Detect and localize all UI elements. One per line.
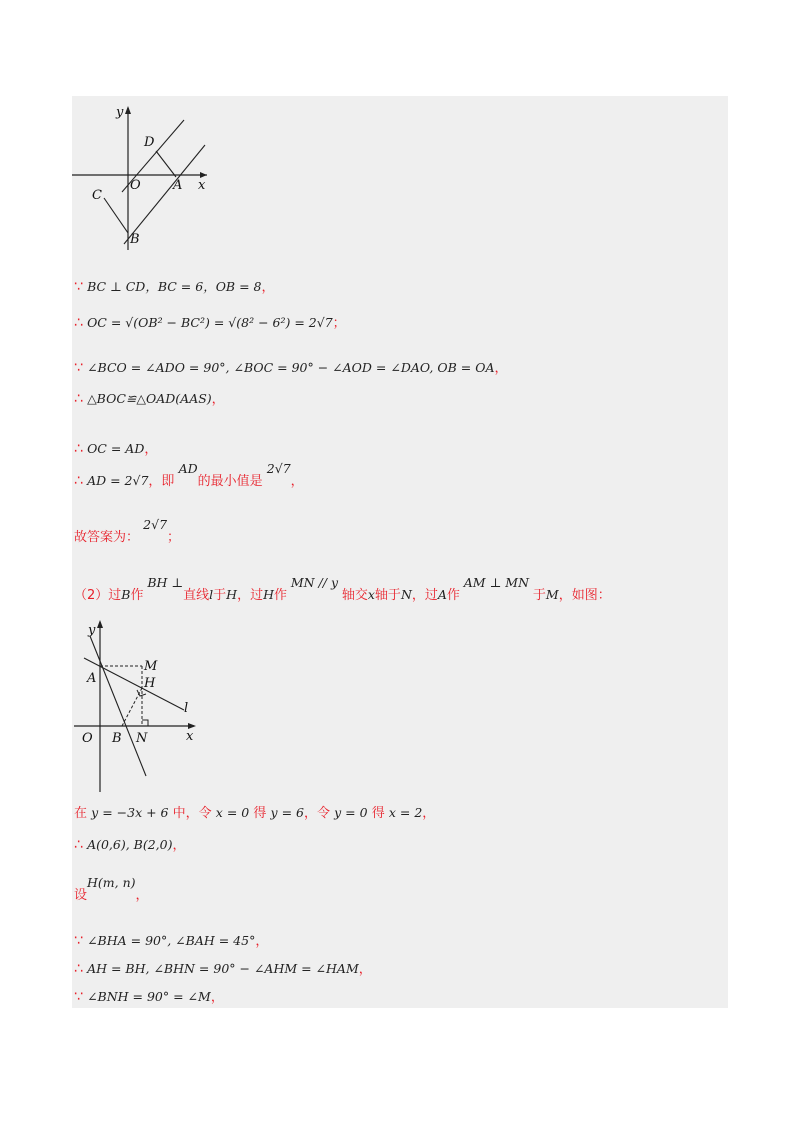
fig2-label-h: H xyxy=(144,676,156,691)
figure-line-axes xyxy=(74,616,204,792)
math-expr: AH = BH, ∠BHN = 90° − ∠AHM = ∠HAM xyxy=(87,961,359,976)
line-4 xyxy=(74,388,225,407)
line-10 xyxy=(74,834,186,853)
var: x xyxy=(367,587,375,602)
line-3 xyxy=(74,357,508,376)
line-6 xyxy=(74,461,304,489)
punct: ， xyxy=(135,888,149,903)
text: 的最小值是 xyxy=(197,474,263,489)
text: 在 xyxy=(74,806,88,821)
fig1-label-b: B xyxy=(130,232,140,247)
var: H xyxy=(226,587,238,602)
text: ，过 xyxy=(237,588,264,603)
text: 直线 xyxy=(183,588,210,603)
text: （2）过 xyxy=(74,588,122,603)
line-11 xyxy=(74,875,149,903)
answer-label: 故答案为： xyxy=(74,530,140,545)
because-symbol: ∵ xyxy=(74,360,83,376)
fig2-label-x: x xyxy=(186,729,194,744)
text: 于 xyxy=(532,588,546,603)
line-7 xyxy=(74,517,181,545)
punct: ， xyxy=(144,442,158,457)
punct: ， xyxy=(211,392,225,407)
fig1-label-a: A xyxy=(173,178,183,193)
var: H xyxy=(263,587,274,602)
math-expr: y = 6 xyxy=(270,805,304,820)
text: 设 xyxy=(74,888,88,903)
line-1 xyxy=(74,276,275,295)
text: 作 xyxy=(446,588,460,603)
fig1-label-x: x xyxy=(198,178,206,193)
fig2-label-l: l xyxy=(184,701,189,716)
fig2-label-o: O xyxy=(82,731,93,746)
math-expr: 2√7 xyxy=(143,517,168,532)
punct: ， xyxy=(172,838,186,853)
fig2-label-a: A xyxy=(87,671,97,686)
text: 作 xyxy=(274,588,288,603)
var: l xyxy=(209,587,214,602)
fig2-label-y: y xyxy=(88,623,96,638)
text: 轴于 xyxy=(374,588,401,603)
text: 作 xyxy=(130,588,144,603)
math-expr: BC ⊥ CD，BC = 6，OB = 8 xyxy=(87,279,262,294)
line-14 xyxy=(74,986,224,1005)
punct: ； xyxy=(167,530,181,545)
punct: ， xyxy=(358,962,372,977)
math-expr: ∠BCO = ∠ADO = 90°, ∠BOC = 90° − ∠AOD = ∠DAO, OB = OA xyxy=(87,360,495,375)
because-symbol: ∵ xyxy=(74,279,83,295)
text: 轴交 xyxy=(341,588,368,603)
math-expr: MN // y xyxy=(290,575,339,590)
var: M xyxy=(545,587,559,602)
math-expr: AM ⊥ MN xyxy=(463,575,530,590)
math-expr: H(m, n) xyxy=(87,875,136,890)
therefore-symbol: ∴ xyxy=(74,837,83,853)
math-expr: AD = 2√7 xyxy=(87,473,149,488)
punct: ， xyxy=(290,474,304,489)
var: A xyxy=(437,587,447,602)
punct: ， xyxy=(210,990,224,1005)
math-expr: x = 2 xyxy=(388,805,423,820)
punct: ； xyxy=(332,316,346,331)
punct: ， xyxy=(261,280,275,295)
fig1-label-y: y xyxy=(116,105,124,120)
punct: ， xyxy=(422,806,436,821)
therefore-symbol: ∴ xyxy=(74,315,83,331)
because-symbol: ∵ xyxy=(74,989,83,1005)
therefore-symbol: ∴ xyxy=(74,961,83,977)
text: 得 xyxy=(253,806,267,821)
math-expr: x = 0 xyxy=(215,805,250,820)
punct: ， xyxy=(494,361,508,376)
line-8 xyxy=(74,575,611,603)
text: ，过 xyxy=(411,588,438,603)
text: 中，令 xyxy=(172,806,212,821)
math-expr: OC = AD xyxy=(87,441,145,456)
line-9 xyxy=(74,802,435,821)
text: ，令 xyxy=(303,806,330,821)
fig1-label-o: O xyxy=(130,178,141,193)
text: ，即 xyxy=(148,474,175,489)
math-expr: y = −3x + 6 xyxy=(91,805,169,820)
fig2-label-n: N xyxy=(136,731,148,746)
math-expr: y = 0 xyxy=(334,805,368,820)
math-expr: BH ⊥ xyxy=(147,575,184,590)
fig2-label-b: B xyxy=(112,731,122,746)
therefore-symbol: ∴ xyxy=(74,473,83,489)
punct: ， xyxy=(255,934,269,949)
because-symbol: ∵ xyxy=(74,933,83,949)
text: 于 xyxy=(213,588,227,603)
math-expr: △BOC≌△OAD(AAS) xyxy=(87,391,212,406)
var: N xyxy=(400,587,412,602)
math-expr: AD xyxy=(178,461,198,476)
line-13 xyxy=(74,958,372,977)
fig1-label-d: D xyxy=(144,135,155,150)
text: ，如图： xyxy=(558,588,611,603)
math-expr: ∠BHA = 90°, ∠BAH = 45° xyxy=(87,933,256,948)
math-expr: 2√7 xyxy=(266,461,291,476)
therefore-symbol: ∴ xyxy=(74,391,83,407)
line-12 xyxy=(74,930,268,949)
figure-rhombus-axes xyxy=(72,100,222,250)
var: B xyxy=(121,587,131,602)
fig2-label-m: M xyxy=(144,659,158,674)
math-expr: A(0,6), B(2,0) xyxy=(87,837,173,852)
text: 得 xyxy=(371,806,385,821)
therefore-symbol: ∴ xyxy=(74,441,83,457)
line-5 xyxy=(74,438,157,457)
line-2 xyxy=(74,312,346,331)
math-expr: OC = √(OB² − BC²) = √(8² − 6²) = 2√7 xyxy=(87,315,333,330)
math-expr: ∠BNH = 90° = ∠M xyxy=(87,989,211,1004)
fig1-label-c: C xyxy=(92,188,102,203)
